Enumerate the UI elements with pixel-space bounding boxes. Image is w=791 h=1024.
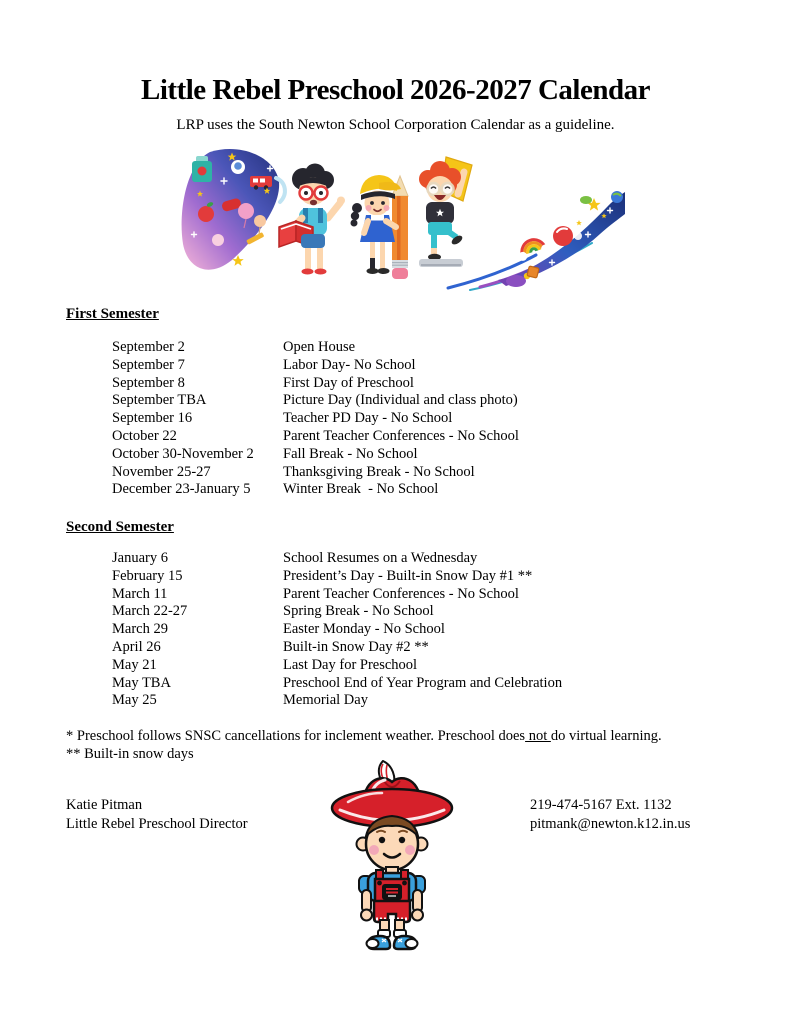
event-date: September 16	[112, 410, 193, 427]
event-date: September 2	[112, 339, 185, 355]
event-date: October 22	[112, 427, 177, 444]
girl-with-giant-pencil	[351, 175, 409, 279]
event-description: Picture Day (Individual and class photo)	[283, 392, 518, 409]
event-description: Preschool End of Year Program and Celebration	[283, 674, 563, 691]
event-description: Thanksgiving Break - No School	[283, 463, 475, 480]
page-title: Little Rebel Preschool 2026-2027 Calendar	[141, 74, 650, 106]
event-description: Winter Break - No School	[283, 481, 439, 498]
boy-reading-book	[279, 164, 345, 275]
event-description: Fall Break - No School	[283, 445, 418, 462]
event-description: Memorial Day	[283, 692, 368, 709]
event-date: March 11	[112, 585, 168, 602]
event-description: School Resumes on a Wednesday	[283, 550, 478, 566]
contact-role: Little Rebel Preschool Director	[66, 815, 248, 832]
rainbow-swirl-right	[448, 191, 625, 290]
contact-email: pitmank@newton.k12.in.us	[530, 815, 691, 832]
table-row	[112, 375, 752, 393]
event-date: May TBA	[112, 674, 171, 691]
footnote-snow-days: ** Built-in snow days	[66, 746, 194, 763]
first-semester-table	[112, 339, 752, 499]
footnote-underlined-not: not	[525, 728, 551, 744]
table-row	[112, 639, 752, 657]
event-description: President’s Day - Built-in Snow Day #1 **	[283, 567, 533, 584]
event-description: Parent Teacher Conferences - No School	[283, 585, 519, 602]
table-row	[112, 446, 752, 464]
footnote-weather	[66, 727, 746, 745]
table-row	[112, 621, 752, 639]
event-description: Parent Teacher Conferences - No School	[283, 427, 519, 444]
event-description: Built-in Snow Day #2 **	[283, 638, 429, 655]
table-row	[112, 550, 752, 568]
event-date: March 29	[112, 621, 168, 638]
table-row	[112, 657, 752, 675]
second-semester-table	[112, 550, 752, 710]
event-description: First Day of Preschool	[283, 374, 414, 391]
table-row	[112, 586, 752, 604]
contact-details	[530, 796, 690, 833]
event-date: January 6	[112, 550, 168, 566]
footnote-text-after: do virtual learning.	[550, 728, 662, 744]
event-date: May 21	[112, 656, 157, 673]
table-row	[112, 428, 752, 446]
table-row	[112, 392, 752, 410]
event-description: Spring Break - No School	[283, 603, 434, 620]
contact-phone: 219-474-5167 Ext. 1132	[530, 797, 672, 813]
table-row	[112, 675, 752, 693]
school-supplies-swirl-left	[182, 149, 285, 270]
little-rebel-mascot	[326, 760, 462, 954]
event-date: February 15	[112, 567, 183, 584]
event-description: Teacher PD Day - No School	[283, 410, 453, 427]
page-subtitle: LRP uses the South Newton School Corporation Calendar as a guideline.	[176, 117, 615, 133]
table-row	[112, 357, 752, 375]
event-date: March 22-27	[112, 603, 188, 620]
cheering-boy	[419, 157, 472, 267]
table-row	[112, 603, 752, 621]
footnotes	[66, 727, 746, 764]
table-row	[112, 410, 752, 428]
event-description: Labor Day- No School	[283, 356, 416, 373]
second-semester-heading: Second Semester	[66, 519, 174, 535]
kids-learning-illustration	[180, 148, 625, 291]
event-date: September 7	[112, 356, 185, 373]
event-description: Open House	[283, 339, 356, 355]
event-date: April 26	[112, 638, 161, 655]
table-row	[112, 339, 752, 357]
table-row	[112, 481, 752, 499]
event-date: September 8	[112, 374, 185, 391]
event-description: Easter Monday - No School	[283, 621, 445, 638]
event-date: May 25	[112, 692, 157, 709]
contact-name: Katie Pitman	[66, 797, 143, 813]
event-description: Last Day for Preschool	[283, 656, 418, 673]
event-date: November 25-27	[112, 463, 211, 480]
event-date: December 23-January 5	[112, 481, 251, 498]
table-row	[112, 568, 752, 586]
footnote-text-before: * Preschool follows SNSC cancellations for inclement weather. Preschool does	[66, 728, 526, 744]
event-date: September TBA	[112, 392, 207, 409]
contact-block	[66, 796, 248, 833]
first-semester-heading: First Semester	[66, 306, 159, 322]
event-date: October 30-November 2	[112, 445, 254, 462]
table-row	[112, 692, 752, 710]
table-row	[112, 464, 752, 482]
